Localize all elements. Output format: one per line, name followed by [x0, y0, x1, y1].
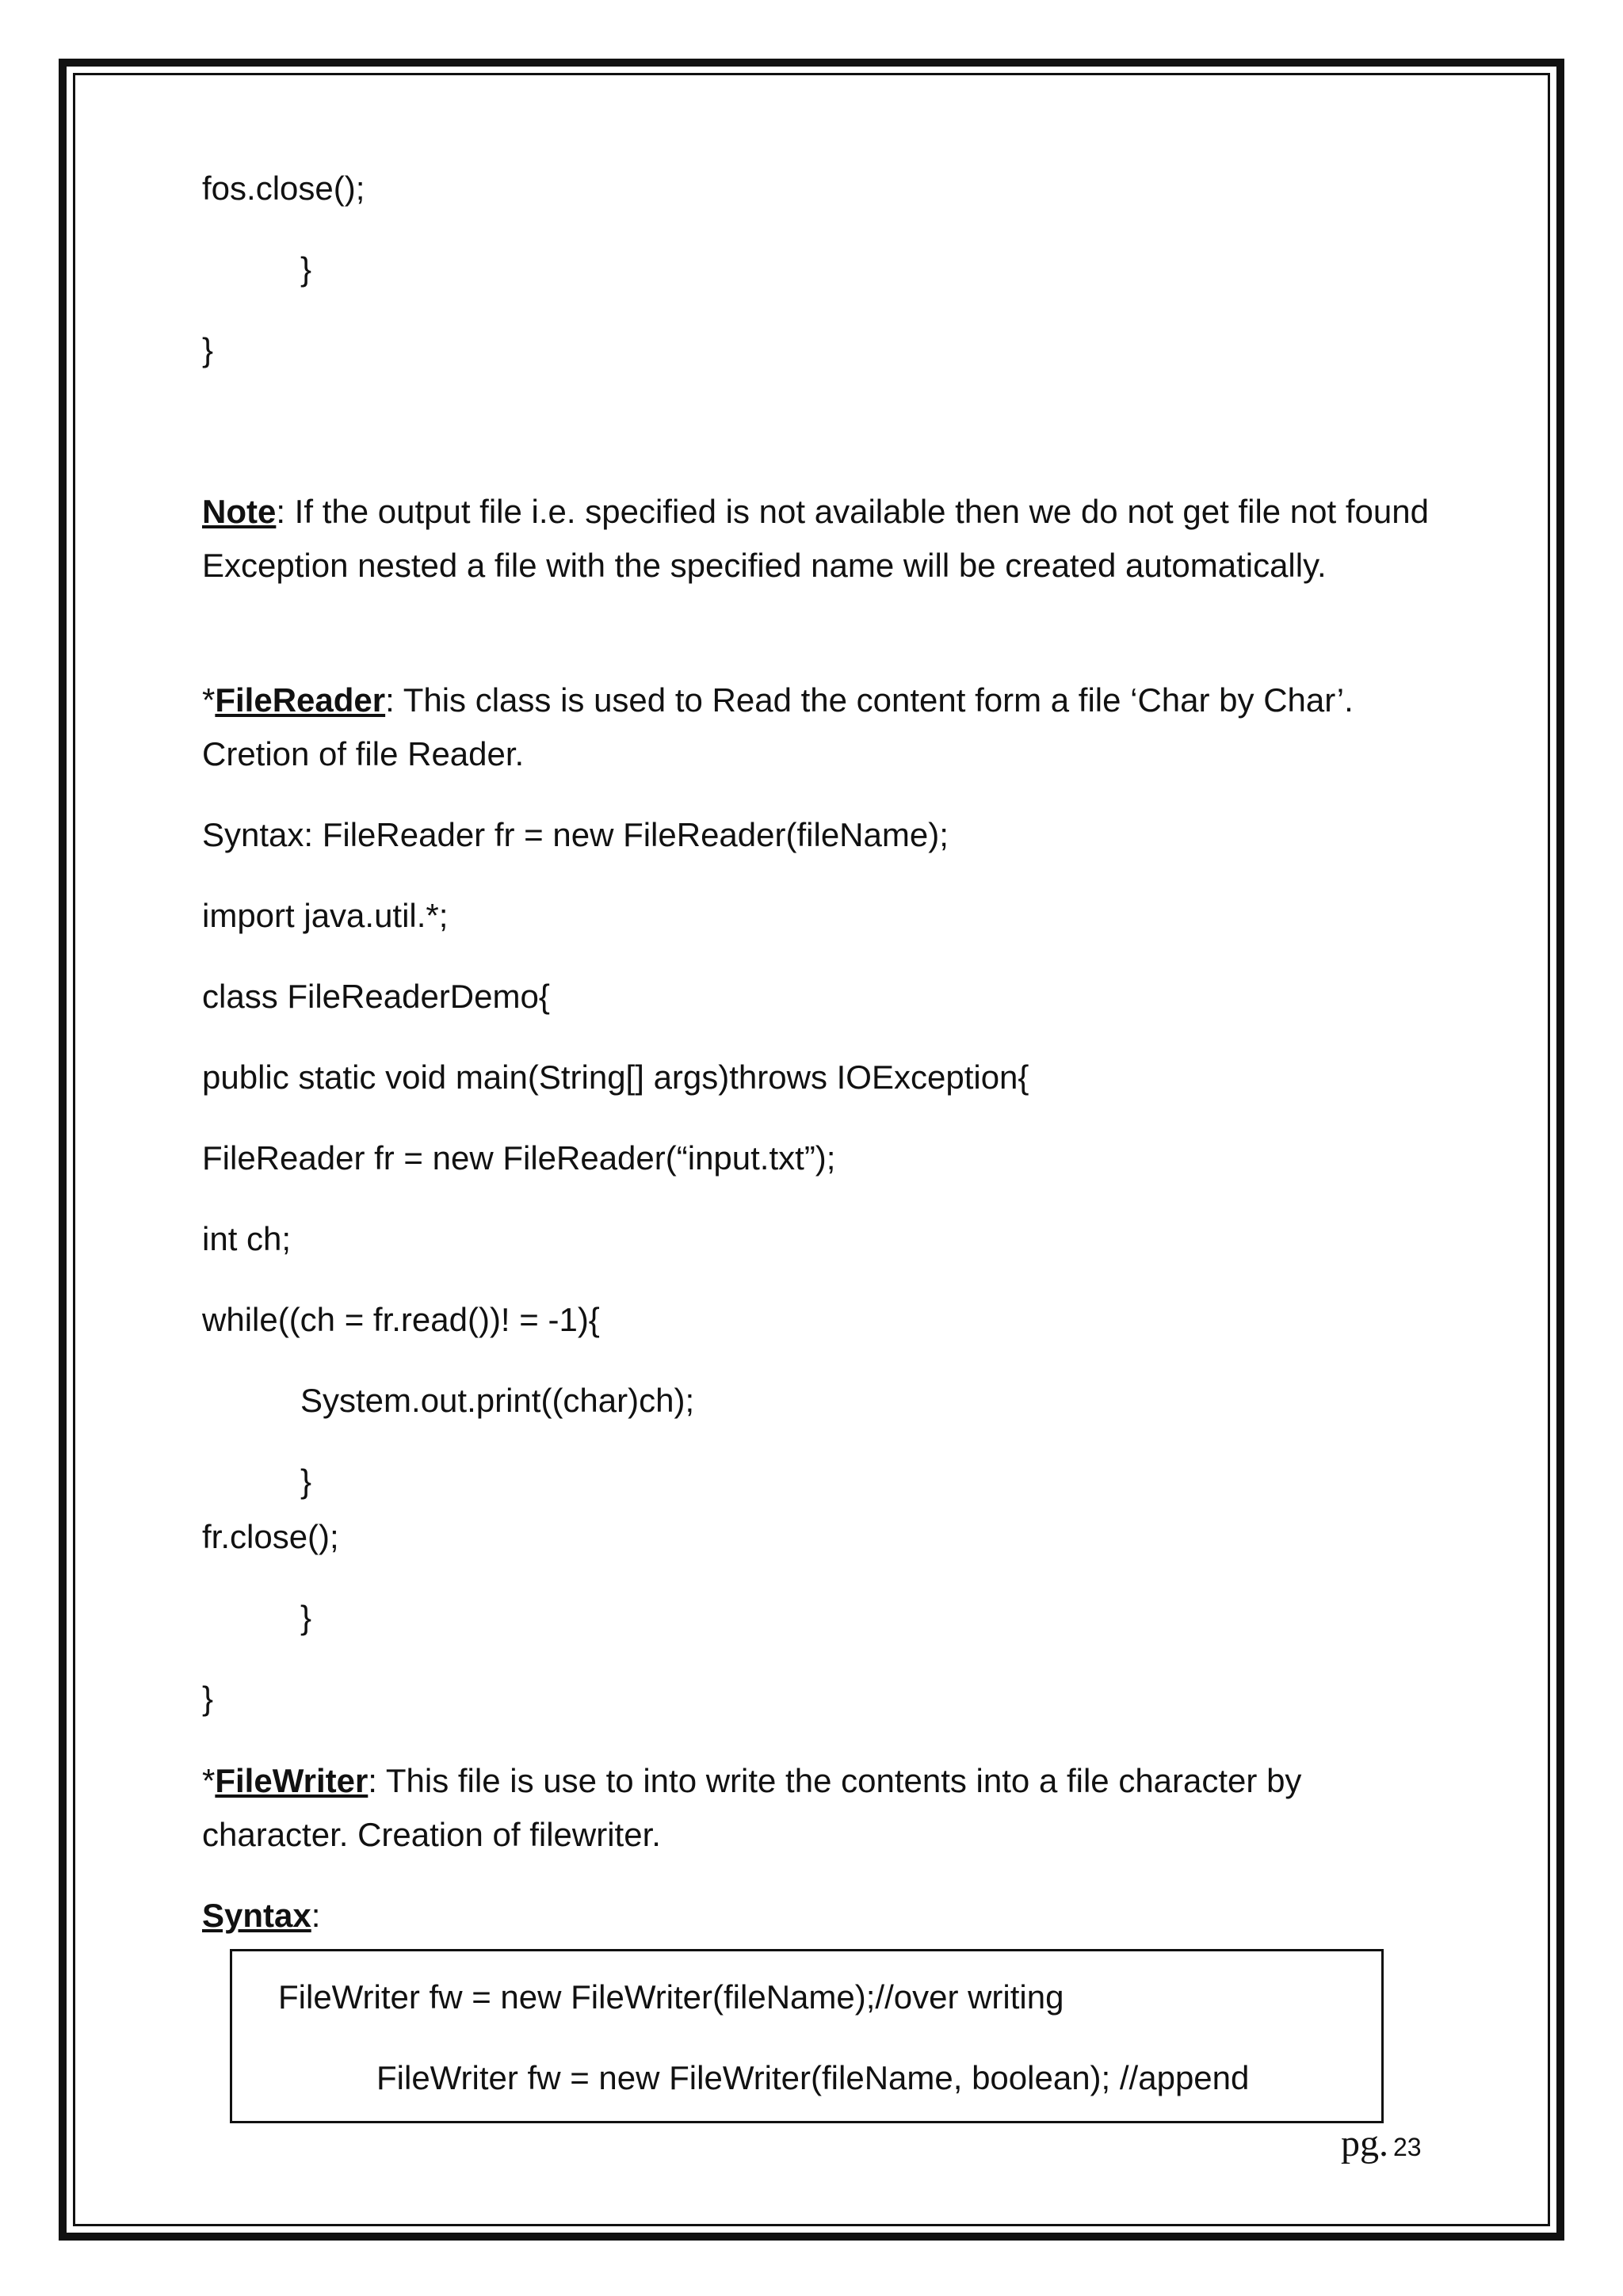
code-line: class FileReaderDemo{: [202, 978, 550, 1015]
code-line: import java.util.*;: [202, 897, 449, 934]
syntax-box: [230, 1949, 1384, 2123]
filewriter-label: FileWriter: [215, 1762, 369, 1799]
code-line: }: [202, 1680, 214, 1717]
filewriter-text: : This file is use to into write the contents into a file character by character. Creation of filewriter.: [202, 1762, 1302, 1853]
syntax-label: Syntax: [202, 1897, 311, 1934]
filereader-star: *: [202, 681, 216, 719]
page-number-value: 23: [1393, 2133, 1422, 2161]
code-line: int ch;: [202, 1220, 292, 1257]
filewriter-paragraph: [202, 1754, 1438, 1862]
note-paragraph: [202, 485, 1438, 593]
filereader-text: : This class is used to Read the content form a file ‘Char by Char’. Cretion of file Reader.: [202, 681, 1354, 772]
code-line: fos.close();: [202, 170, 365, 207]
filewriter-syntax-heading: [202, 1895, 320, 1936]
code-line: }: [202, 331, 214, 368]
code-line: }: [300, 1463, 312, 1500]
note-label: Note: [202, 493, 277, 530]
filewriter-star: *: [202, 1762, 216, 1799]
syntax-box-line: FileWriter fw = new FileWriter(fileName);//over writing: [278, 1978, 1064, 2016]
syntax-colon: :: [311, 1897, 321, 1934]
code-line: fr.close();: [202, 1518, 339, 1555]
code-line: public static void main(String[] args)throws IOException{: [202, 1058, 1029, 1096]
code-line: FileReader fr = new FileReader(“input.txt”);: [202, 1139, 836, 1177]
filereader-paragraph: [202, 673, 1438, 781]
code-line: System.out.print((char)ch);: [300, 1382, 695, 1419]
code-line: while((ch = fr.read())! = -1){: [202, 1301, 600, 1338]
filereader-syntax: Syntax: FileReader fr = new FileReader(fileName);: [202, 816, 949, 853]
code-line: }: [300, 1599, 312, 1636]
syntax-box-line: FileWriter fw = new FileWriter(fileName, boolean); //append: [376, 2059, 1250, 2096]
page-number: [1341, 2122, 1422, 2165]
code-line: }: [300, 250, 312, 288]
page-number-label: pg.: [1341, 2122, 1388, 2164]
note-text: : If the output file i.e. specified is not available then we do not get file not found Exception nested a file with the specified name will be created automatically.: [202, 493, 1429, 584]
filereader-label: FileReader: [215, 681, 386, 719]
